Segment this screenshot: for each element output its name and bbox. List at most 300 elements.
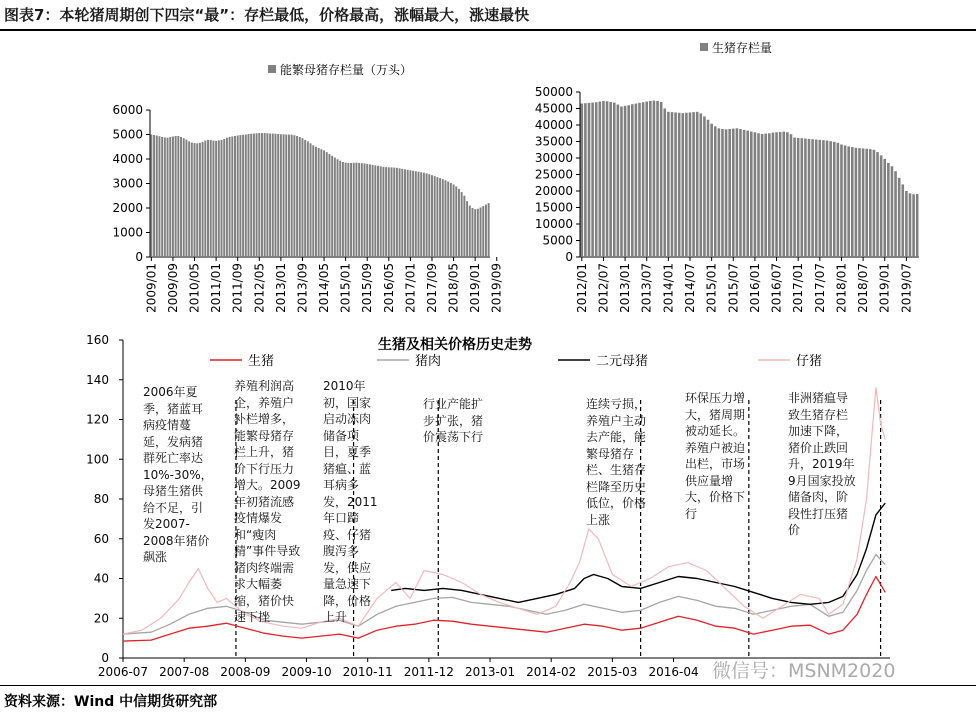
line-legend-label: 仔猪 bbox=[796, 354, 823, 369]
bar-sows bbox=[455, 186, 457, 257]
bar-sows bbox=[296, 136, 298, 257]
bar-hogs bbox=[912, 194, 915, 257]
bar-sows bbox=[345, 163, 347, 257]
y-tick-label-sows: 5000 bbox=[112, 127, 143, 142]
bar-sows bbox=[442, 179, 444, 257]
x-tick-label-sows: 2018/05 bbox=[446, 263, 461, 313]
bar-hogs bbox=[797, 138, 800, 257]
line-y-tick-label: 140 bbox=[86, 372, 109, 387]
bar-sows bbox=[280, 134, 282, 257]
bar-sows bbox=[404, 169, 406, 257]
bar-sows bbox=[374, 165, 376, 257]
bar-hogs bbox=[790, 134, 793, 257]
bar-sows bbox=[229, 137, 231, 257]
bar-sows bbox=[234, 136, 236, 257]
x-tick-label-sows: 2016/05 bbox=[381, 263, 396, 313]
bar-hogs bbox=[732, 129, 735, 257]
bar-sows bbox=[167, 138, 169, 257]
bar-sows bbox=[388, 167, 390, 257]
bar-sows bbox=[434, 176, 436, 257]
line-x-tick-label: 2006-07 bbox=[97, 665, 149, 679]
bar-hogs bbox=[595, 102, 598, 257]
figure-title: 图表7：本轮猪周期创下四宗“最”：存栏最低，价格最高，涨幅最大，涨速最快 bbox=[4, 6, 530, 24]
x-tick-label-hogs: 2014/07 bbox=[682, 263, 697, 313]
bar-sows bbox=[258, 133, 260, 257]
x-tick-label-hogs: 2018/01 bbox=[834, 263, 849, 313]
bar-hogs bbox=[891, 166, 894, 257]
bar-sows bbox=[301, 138, 303, 257]
line-legend-label: 生猪 bbox=[248, 354, 275, 369]
legend-label-hogs: 生猪存栏量 bbox=[712, 41, 773, 55]
bar-sows bbox=[447, 182, 449, 257]
bar-sows bbox=[445, 180, 447, 257]
bar-hogs bbox=[581, 104, 584, 257]
bar-sows bbox=[355, 163, 357, 257]
bar-sows bbox=[482, 206, 484, 257]
bar-sows bbox=[207, 140, 209, 257]
bar-sows bbox=[153, 135, 155, 257]
bar-hogs bbox=[667, 112, 670, 257]
bar-sows bbox=[382, 167, 384, 257]
bar-sows bbox=[202, 142, 204, 257]
bar-hogs bbox=[642, 102, 645, 257]
bar-hogs bbox=[804, 139, 807, 257]
x-tick-label-hogs: 2017/07 bbox=[812, 263, 827, 313]
annotation-2: 养殖利润高企，养殖户补栏增多，能繁母猪存栏上升，猪价下行压力增大。2009年初猪流感疫情爆发和“瘦肉精”事件导致猪肉终端需求大幅萎缩，猪价快速下挫 bbox=[234, 379, 301, 624]
bar-hogs bbox=[656, 101, 659, 257]
y-tick-label-hogs: 45000 bbox=[534, 101, 573, 116]
x-tick-label-sows: 2011/09 bbox=[230, 263, 245, 313]
y-tick-label-hogs: 10000 bbox=[534, 217, 573, 231]
bar-hogs bbox=[584, 103, 587, 257]
bar-sows bbox=[169, 137, 171, 257]
bar-hogs bbox=[588, 103, 591, 257]
bar-sows bbox=[299, 137, 301, 257]
y-tick-label-hogs: 0 bbox=[565, 250, 573, 264]
bar-hogs bbox=[714, 126, 717, 257]
bar-sows bbox=[366, 164, 368, 257]
bar-hogs bbox=[786, 132, 789, 257]
bar-sows bbox=[331, 156, 333, 257]
x-tick-label-sows: 2011/01 bbox=[209, 263, 224, 313]
bar-sows bbox=[285, 135, 287, 258]
bar-sows bbox=[310, 143, 312, 257]
bar-sows bbox=[318, 148, 320, 257]
bar-sows bbox=[266, 133, 268, 257]
x-tick-label-sows: 2012/05 bbox=[252, 263, 267, 313]
bar-hogs bbox=[649, 101, 652, 257]
x-tick-label-hogs: 2012/01 bbox=[574, 263, 589, 313]
bar-hogs bbox=[851, 147, 854, 257]
bar-hogs bbox=[638, 103, 641, 257]
bar-sows bbox=[372, 165, 374, 257]
annotation-4: 行业产能扩步扩张，猪价震荡下行 bbox=[423, 397, 484, 444]
bar-sows bbox=[409, 170, 411, 257]
bar-sows bbox=[474, 209, 476, 257]
bar-hogs bbox=[858, 148, 861, 257]
bar-sows bbox=[272, 134, 274, 257]
bar-sows bbox=[188, 141, 190, 257]
bar-sows bbox=[399, 168, 401, 257]
bar-hogs bbox=[865, 149, 868, 257]
bar-hogs bbox=[660, 102, 663, 257]
bar-sows bbox=[312, 145, 314, 257]
bar-hogs bbox=[800, 138, 803, 257]
bar-sows bbox=[194, 143, 196, 257]
x-tick-label-sows: 2009/09 bbox=[165, 263, 180, 313]
line-x-tick-label: 2007-08 bbox=[159, 665, 210, 679]
bar-sows bbox=[283, 134, 285, 257]
bar-sows bbox=[237, 135, 239, 257]
line-chart-title: 生猪及相关价格历史走势 bbox=[378, 337, 532, 353]
bar-hogs bbox=[909, 193, 912, 257]
y-tick-label-hogs: 20000 bbox=[534, 184, 573, 198]
x-tick-label-sows: 2013/01 bbox=[273, 263, 288, 313]
bar-hogs bbox=[696, 112, 699, 257]
bar-sows bbox=[164, 137, 166, 257]
line-y-tick-label: 120 bbox=[86, 412, 109, 427]
bar-hogs bbox=[736, 128, 739, 257]
bar-sows bbox=[185, 140, 187, 257]
bar-sows bbox=[256, 133, 258, 257]
bar-hogs bbox=[775, 132, 778, 257]
bar-hogs bbox=[674, 112, 677, 257]
bar-hogs bbox=[710, 124, 713, 257]
bar-hogs bbox=[718, 128, 721, 257]
x-tick-label-sows: 2013/09 bbox=[295, 263, 310, 313]
bar-sows bbox=[458, 189, 460, 257]
bar-sows bbox=[364, 163, 366, 257]
bar-hogs bbox=[844, 145, 847, 257]
line-y-tick-label: 80 bbox=[93, 492, 109, 506]
line-y-tick-label: 40 bbox=[93, 571, 109, 586]
bar-sows bbox=[469, 206, 471, 257]
y-tick-label-hogs: 25000 bbox=[534, 167, 573, 182]
bar-sows bbox=[248, 134, 250, 257]
line-x-tick-label: 2008-09 bbox=[220, 665, 271, 679]
x-tick-label-hogs: 2017/01 bbox=[791, 263, 806, 313]
bar-hogs bbox=[894, 171, 897, 257]
line-x-tick-label: 2014-02 bbox=[526, 665, 577, 679]
bar-sows bbox=[158, 136, 160, 257]
bar-sows bbox=[471, 208, 473, 257]
line-y-tick-label: 0 bbox=[101, 651, 109, 665]
bar-sows bbox=[353, 163, 355, 257]
bar-hogs bbox=[606, 101, 609, 257]
bar-sows bbox=[431, 175, 433, 257]
bar-hogs bbox=[609, 102, 612, 257]
bar-sows bbox=[320, 149, 322, 257]
bar-hogs bbox=[862, 148, 865, 257]
bar-hogs bbox=[840, 144, 843, 257]
bar-sows bbox=[328, 154, 330, 257]
bar-hogs bbox=[703, 116, 706, 257]
bar-sows bbox=[204, 141, 206, 257]
y-tick-label-hogs: 50000 bbox=[534, 85, 573, 99]
bar-hogs bbox=[815, 140, 818, 257]
bar-hogs bbox=[591, 103, 594, 257]
line-y-tick-label: 60 bbox=[93, 531, 109, 546]
bar-sows bbox=[304, 140, 306, 257]
bar-sows bbox=[231, 136, 233, 257]
line-y-tick-label: 160 bbox=[86, 333, 109, 347]
bar-sows bbox=[358, 163, 360, 257]
legend-label-sows: 能繁母猪存栏量（万头） bbox=[280, 63, 413, 77]
bar-sows bbox=[436, 177, 438, 257]
bar-hogs bbox=[721, 129, 724, 257]
y-tick-label-sows: 6000 bbox=[112, 103, 143, 117]
bar-sows bbox=[377, 166, 379, 257]
bar-hogs bbox=[898, 178, 901, 257]
y-tick-label-hogs: 35000 bbox=[534, 134, 573, 149]
bar-hogs bbox=[764, 134, 767, 257]
x-tick-label-hogs: 2013/07 bbox=[639, 263, 654, 313]
x-tick-label-hogs: 2015/01 bbox=[704, 263, 719, 313]
bar-hogs bbox=[599, 102, 602, 257]
annotation-1: 2006年夏季，猪蓝耳病疫情蔓延，发病猪群死亡率达10%-30%，母猪生猪供给不足，引发2007-2008年猪价飙涨 bbox=[143, 385, 213, 564]
bar-sows bbox=[156, 135, 158, 257]
bar-sows bbox=[226, 138, 228, 257]
bar-sows bbox=[350, 163, 352, 257]
bar-hogs bbox=[692, 112, 695, 257]
x-tick-label-hogs: 2015/07 bbox=[726, 263, 741, 313]
bar-sows bbox=[477, 209, 479, 257]
bar-sows bbox=[396, 168, 398, 257]
bar-hogs bbox=[681, 113, 684, 257]
bar-hogs bbox=[678, 113, 681, 257]
x-tick-label-sows: 2010/05 bbox=[187, 263, 202, 313]
bar-hogs bbox=[837, 143, 840, 257]
bar-hogs bbox=[689, 112, 692, 257]
bar-sows bbox=[218, 140, 220, 257]
x-tick-label-hogs: 2016/07 bbox=[769, 263, 784, 313]
bar-sows bbox=[428, 174, 430, 257]
bar-sows bbox=[199, 143, 201, 257]
bar-sows bbox=[172, 136, 174, 257]
bar-hogs bbox=[847, 146, 850, 257]
bar-hogs bbox=[793, 138, 796, 257]
x-tick-label-hogs: 2019/01 bbox=[877, 263, 892, 313]
bar-hogs bbox=[869, 149, 872, 257]
x-tick-label-hogs: 2018/07 bbox=[856, 263, 871, 313]
y-tick-label-sows: 1000 bbox=[112, 225, 143, 240]
bar-sows bbox=[269, 134, 271, 257]
bar-hogs bbox=[873, 150, 876, 257]
bar-hogs bbox=[635, 104, 638, 257]
bar-sows bbox=[326, 152, 328, 257]
bar-hogs bbox=[653, 101, 656, 257]
bar-sows bbox=[423, 173, 425, 257]
bar-sows bbox=[242, 135, 244, 257]
bar-hogs bbox=[743, 130, 746, 257]
bar-sows bbox=[380, 166, 382, 257]
bar-hogs bbox=[739, 129, 742, 257]
bar-sows bbox=[393, 168, 395, 257]
bar-sows bbox=[339, 161, 341, 257]
bar-sows bbox=[466, 201, 468, 257]
bar-sows bbox=[245, 135, 247, 258]
bar-hogs bbox=[808, 139, 811, 257]
line-x-tick-label: 2013-01 bbox=[464, 665, 516, 679]
bar-hogs bbox=[725, 129, 728, 257]
x-tick-label-hogs: 2014/01 bbox=[661, 263, 676, 313]
bar-sows bbox=[420, 172, 422, 257]
x-tick-label-sows: 2015/09 bbox=[360, 263, 375, 313]
y-tick-label-sows: 0 bbox=[135, 250, 143, 264]
bar-hogs bbox=[880, 155, 883, 257]
watermark: 微信号：MSNM2020 bbox=[712, 660, 896, 682]
bar-sows bbox=[221, 140, 223, 257]
bar-hogs bbox=[754, 132, 757, 257]
bar-hogs bbox=[901, 184, 904, 257]
bar-hogs bbox=[624, 106, 627, 257]
y-tick-label-hogs: 30000 bbox=[534, 151, 573, 165]
x-tick-label-sows: 2009/01 bbox=[144, 263, 159, 313]
bar-sows bbox=[450, 183, 452, 257]
y-tick-label-hogs: 40000 bbox=[534, 118, 573, 132]
title-rule bbox=[0, 29, 976, 31]
bar-sows bbox=[385, 167, 387, 257]
y-tick-label-hogs: 15000 bbox=[534, 200, 573, 215]
bar-sows bbox=[212, 141, 214, 257]
bar-hogs bbox=[876, 152, 879, 257]
annotation-6: 环保压力增大，猪周期被动延长。养殖户被迫出栏，市场供应量增大，价格下行 bbox=[685, 391, 746, 521]
line-legend-label: 猪肉 bbox=[415, 354, 442, 369]
bar-sows bbox=[215, 141, 217, 257]
bar-sows bbox=[191, 143, 193, 257]
bar-sows bbox=[293, 135, 295, 257]
bar-sows bbox=[415, 171, 417, 257]
bar-hogs bbox=[811, 139, 814, 257]
bar-hogs bbox=[617, 105, 620, 257]
bar-hogs bbox=[819, 140, 822, 257]
x-tick-label-hogs: 2016/01 bbox=[747, 263, 762, 313]
bar-hogs bbox=[829, 141, 832, 257]
bar-sows bbox=[461, 192, 463, 257]
bar-sows bbox=[291, 135, 293, 257]
bar-hogs bbox=[645, 102, 648, 257]
bar-sows bbox=[463, 196, 465, 257]
bar-sows bbox=[180, 137, 182, 257]
x-tick-label-sows: 2014/05 bbox=[317, 263, 332, 313]
bar-hogs bbox=[761, 134, 764, 257]
bar-sows bbox=[277, 134, 279, 257]
bar-sows bbox=[261, 133, 263, 257]
bar-sows bbox=[196, 143, 198, 257]
y-tick-label-hogs: 5000 bbox=[542, 233, 573, 248]
bar-sows bbox=[250, 134, 252, 257]
y-tick-label-sows: 4000 bbox=[112, 152, 143, 166]
bar-hogs bbox=[750, 132, 753, 257]
bar-hogs bbox=[627, 105, 630, 257]
annotation-5: 连续亏损，养殖户主动去产能，能繁母猪存栏、生猪存栏降至历史低位，价格上涨 bbox=[586, 397, 647, 527]
bar-hogs bbox=[728, 129, 731, 257]
bar-sows bbox=[150, 135, 152, 258]
line-x-tick-label: 2011-12 bbox=[403, 665, 454, 679]
bar-hogs bbox=[663, 109, 666, 258]
bar-hogs bbox=[746, 131, 749, 257]
bar-sows bbox=[426, 173, 428, 257]
legend-marker-sows bbox=[268, 65, 276, 73]
bar-hogs bbox=[887, 163, 890, 257]
x-tick-label-sows: 2017/09 bbox=[424, 263, 439, 313]
x-tick-label-sows: 2017/01 bbox=[403, 263, 418, 313]
x-tick-label-sows: 2015/01 bbox=[338, 263, 353, 313]
x-tick-label-hogs: 2012/07 bbox=[596, 263, 611, 313]
annotation-3: 2010年初，国家启动冻肉储备项目，夏季猪瘟、蓝耳病多发，2011年口蹄疫、仔猪腹泻多发，供应量急速下降，价格上升 bbox=[323, 379, 378, 624]
y-tick-label-sows: 3000 bbox=[112, 176, 143, 191]
bar-hogs bbox=[855, 148, 858, 257]
bar-sows bbox=[177, 136, 179, 257]
bar-hogs bbox=[883, 159, 886, 257]
bar-sows bbox=[401, 169, 403, 257]
source-rule bbox=[0, 685, 976, 686]
bar-hogs bbox=[707, 120, 710, 257]
bar-hogs bbox=[826, 141, 829, 257]
bar-sows bbox=[239, 135, 241, 257]
bar-sows bbox=[161, 137, 163, 257]
bar-sows bbox=[183, 138, 185, 257]
bar-hogs bbox=[833, 142, 836, 257]
legend-marker-hogs bbox=[700, 43, 708, 51]
bar-sows bbox=[347, 163, 349, 257]
bar-hogs bbox=[685, 113, 688, 257]
bar-sows bbox=[210, 140, 212, 257]
bar-sows bbox=[342, 162, 344, 257]
bar-sows bbox=[361, 163, 363, 257]
bar-sows bbox=[439, 178, 441, 257]
bar-hogs bbox=[916, 194, 919, 257]
bar-sows bbox=[391, 167, 393, 257]
bar-sows bbox=[412, 171, 414, 257]
bar-hogs bbox=[757, 133, 760, 257]
bar-hogs bbox=[782, 132, 785, 257]
bar-sows bbox=[480, 208, 482, 257]
line-x-tick-label: 2010-11 bbox=[342, 665, 393, 679]
bar-hogs bbox=[620, 107, 623, 257]
annotation-7: 非洲猪瘟导致生猪存栏加速下降，猪价止跌回升，2019年9月国家投放储备肉，阶段性打压猪价 bbox=[788, 391, 856, 537]
bar-sows bbox=[485, 205, 487, 257]
bar-sows bbox=[334, 158, 336, 257]
bar-sows bbox=[488, 203, 490, 257]
bar-sows bbox=[323, 150, 325, 257]
bar-hogs bbox=[822, 140, 825, 257]
line-x-tick-label: 2009-10 bbox=[281, 665, 332, 679]
x-tick-label-sows: 2019/01 bbox=[468, 262, 483, 313]
bar-sows bbox=[418, 172, 420, 257]
bar-sows bbox=[307, 141, 309, 257]
line-x-tick-label: 2016-04 bbox=[648, 665, 699, 679]
bar-sows bbox=[453, 184, 455, 257]
bar-hogs bbox=[779, 132, 782, 257]
line-x-tick-label: 2015-03 bbox=[587, 665, 638, 679]
bar-hogs bbox=[613, 103, 616, 257]
bar-hogs bbox=[905, 191, 908, 257]
bar-hogs bbox=[602, 101, 605, 257]
bar-hogs bbox=[671, 112, 674, 257]
bar-sows bbox=[253, 134, 255, 257]
bar-sows bbox=[288, 135, 290, 258]
source-note: 资料来源：Wind 中信期货研究部 bbox=[4, 694, 218, 710]
bar-hogs bbox=[700, 113, 703, 257]
bar-sows bbox=[175, 136, 177, 257]
line-y-tick-label: 100 bbox=[86, 452, 109, 467]
bar-sows bbox=[275, 134, 277, 257]
x-tick-label-hogs: 2013/01 bbox=[618, 263, 633, 313]
line-legend-label: 二元母猪 bbox=[596, 354, 649, 369]
bar-sows bbox=[369, 164, 371, 257]
bar-hogs bbox=[768, 133, 771, 257]
